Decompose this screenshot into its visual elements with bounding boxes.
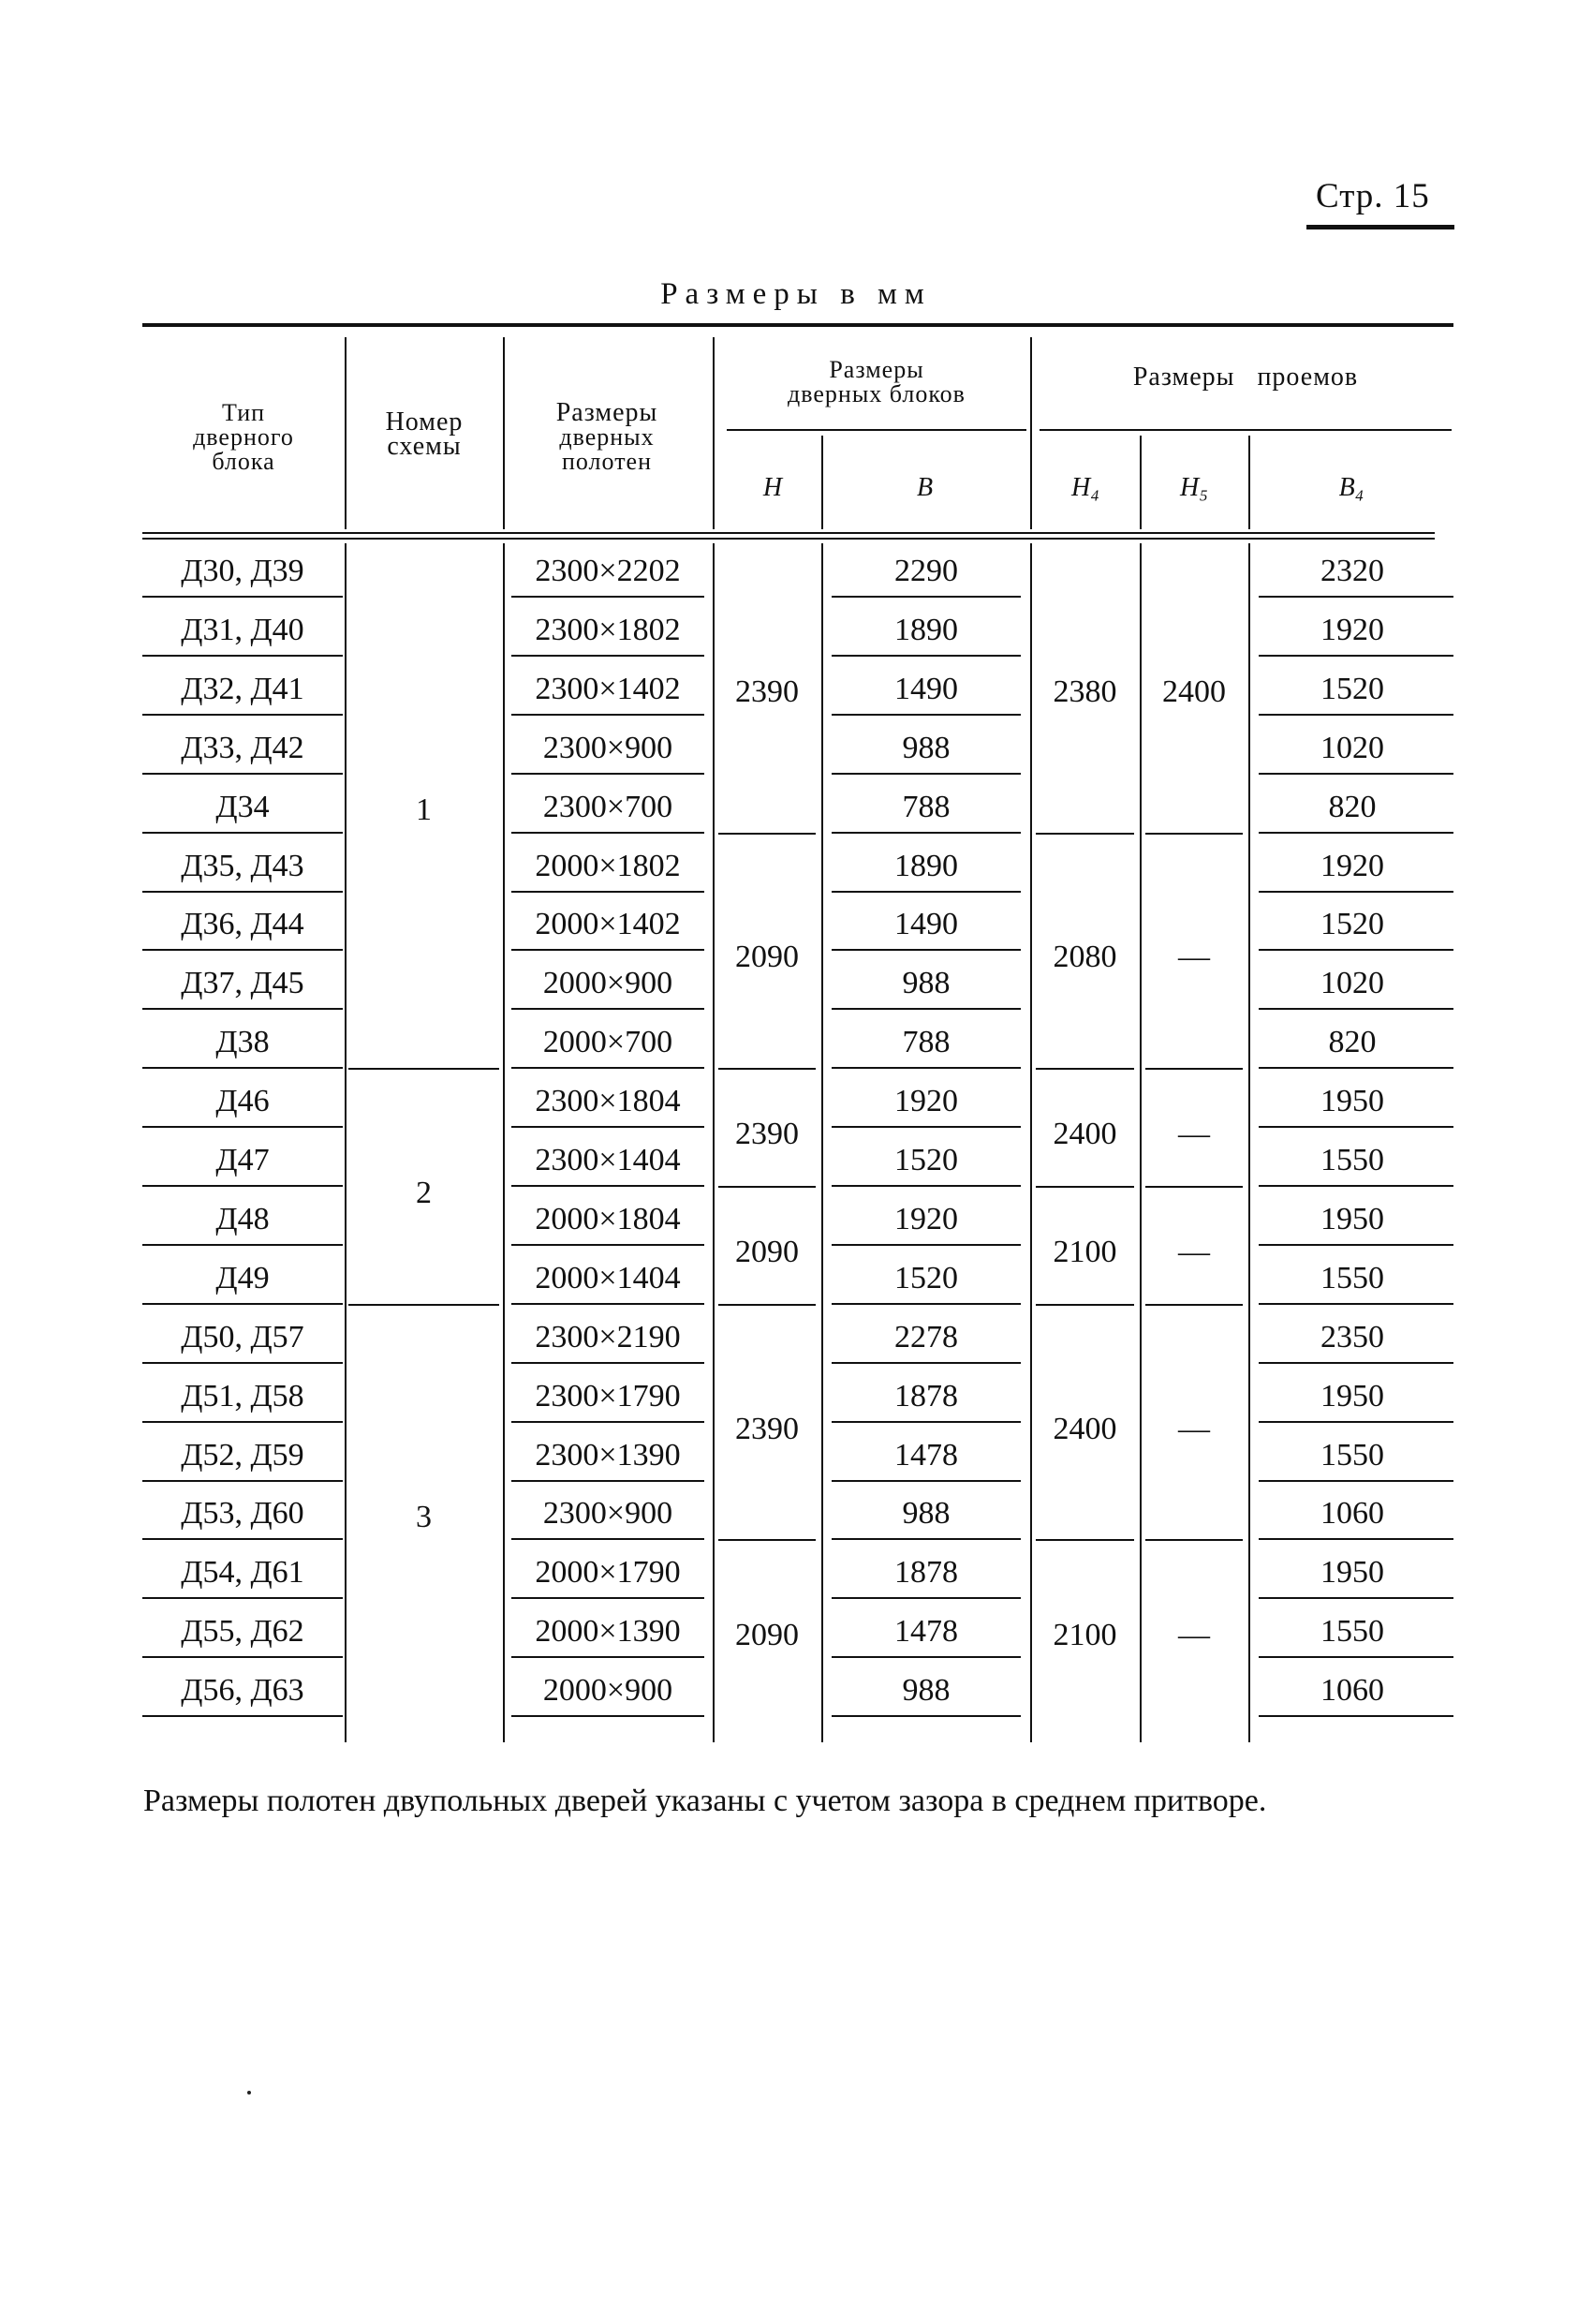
row-rule-panel xyxy=(511,1185,704,1187)
row-rule-B4 xyxy=(1259,773,1453,775)
row-rule-B xyxy=(832,949,1021,951)
group-rule-H xyxy=(718,833,816,835)
opening-width-cell: 1020 xyxy=(1320,730,1384,765)
panel-cell: 2300×2202 xyxy=(535,554,681,588)
opening-height-5-cell: — xyxy=(1178,1411,1210,1446)
block-width-cell: 2290 xyxy=(894,554,958,588)
type-cell: Д51, Д58 xyxy=(181,1378,304,1414)
row-rule-B4 xyxy=(1259,1126,1453,1128)
panel-cell: 2000×1404 xyxy=(535,1260,681,1295)
row-rule-B xyxy=(832,1362,1021,1364)
opening-width-cell: 1060 xyxy=(1320,1673,1384,1709)
row-rule-panel xyxy=(511,1715,704,1717)
page-number: Стр. 15 xyxy=(1316,177,1430,215)
block-width-cell: 988 xyxy=(902,1673,951,1709)
page-number-rule xyxy=(1306,225,1454,229)
opening-width-cell: 1550 xyxy=(1320,1260,1384,1295)
table-top-rule xyxy=(142,323,1453,327)
opening-width-cell: 1020 xyxy=(1320,966,1384,1001)
row-rule-B4 xyxy=(1259,1538,1453,1540)
col-divider-4 xyxy=(821,436,823,529)
block-width-cell: 1520 xyxy=(894,1260,958,1295)
block-height-cell: 2390 xyxy=(735,674,799,710)
block-height-cell: 2090 xyxy=(735,940,799,975)
type-cell: Д55, Д62 xyxy=(181,1614,304,1650)
panel-cell: 2300×900 xyxy=(542,730,673,765)
row-rule-type xyxy=(142,891,343,893)
panel-cell: 2300×900 xyxy=(542,1496,673,1532)
opening-height-cell: 2400 xyxy=(1053,1411,1117,1446)
header-panels: Размеры дверных полотен xyxy=(555,398,658,475)
row-rule-panel xyxy=(511,1480,704,1482)
row-rule-type xyxy=(142,1480,343,1482)
scheme-number: 2 xyxy=(416,1175,432,1210)
row-rule-type xyxy=(142,1715,343,1717)
panel-cell: 2000×900 xyxy=(542,1673,673,1709)
group-rule-H5 xyxy=(1145,1186,1243,1188)
row-rule-panel xyxy=(511,1362,704,1364)
panel-cell: 2000×1802 xyxy=(535,848,681,883)
row-rule-type xyxy=(142,1126,343,1128)
row-rule-type xyxy=(142,1597,343,1599)
header-B: B xyxy=(916,473,934,502)
col-divider-6 xyxy=(1140,436,1142,529)
row-rule-panel xyxy=(511,1244,704,1246)
opening-width-cell: 1950 xyxy=(1320,1378,1384,1414)
type-cell: Д31, Д40 xyxy=(181,612,304,647)
block-width-cell: 1920 xyxy=(894,1084,958,1119)
type-cell: Д34 xyxy=(215,789,270,824)
block-height-cell: 2390 xyxy=(735,1117,799,1151)
block-height-cell: 2390 xyxy=(735,1411,799,1446)
row-rule-panel xyxy=(511,1067,704,1069)
row-rule-panel xyxy=(511,891,704,893)
body-divider-4 xyxy=(821,543,823,1742)
row-rule-type xyxy=(142,832,343,834)
row-rule-panel xyxy=(511,832,704,834)
opening-width-cell: 1550 xyxy=(1320,1143,1384,1177)
block-height-cell: 2090 xyxy=(735,1617,799,1652)
opening-width-cell: 1920 xyxy=(1320,612,1384,647)
opening-height-5-cell: — xyxy=(1178,1617,1210,1652)
row-rule-B4 xyxy=(1259,1303,1453,1305)
row-rule-panel xyxy=(511,714,704,716)
block-width-cell: 1890 xyxy=(894,848,958,883)
row-rule-type xyxy=(142,1244,343,1246)
row-rule-type xyxy=(142,773,343,775)
row-rule-B xyxy=(832,773,1021,775)
block-width-cell: 1890 xyxy=(894,612,958,647)
header-H4: H₄ xyxy=(1071,473,1099,502)
row-rule-B4 xyxy=(1259,596,1453,598)
group-rule-H4 xyxy=(1036,1539,1134,1541)
row-rule-B xyxy=(832,891,1021,893)
opening-width-cell: 1060 xyxy=(1320,1496,1384,1532)
type-cell: Д47 xyxy=(215,1143,270,1177)
row-rule-B xyxy=(832,1597,1021,1599)
panel-cell: 2300×700 xyxy=(542,789,673,824)
header-openings: Размеры проемов xyxy=(1132,363,1359,392)
row-rule-B4 xyxy=(1259,1597,1453,1599)
stray-dot xyxy=(247,2091,251,2095)
opening-height-5-cell: 2400 xyxy=(1162,674,1226,710)
scheme-rule xyxy=(348,1068,499,1070)
row-rule-B xyxy=(832,1126,1021,1128)
panel-cell: 2300×1404 xyxy=(535,1143,681,1177)
opening-height-cell: 2080 xyxy=(1053,940,1117,975)
header-blocks: Размеры дверных блоков xyxy=(788,356,966,407)
type-cell: Д38 xyxy=(215,1025,270,1060)
panel-cell: 2300×1790 xyxy=(535,1378,681,1414)
panel-cell: 2300×1390 xyxy=(535,1437,681,1473)
row-rule-B4 xyxy=(1259,1008,1453,1010)
block-width-cell: 788 xyxy=(902,1025,951,1060)
col-divider-2 xyxy=(503,337,505,529)
row-rule-B4 xyxy=(1259,1362,1453,1364)
block-width-cell: 1520 xyxy=(894,1143,958,1177)
block-width-cell: 1920 xyxy=(894,1201,958,1236)
opening-width-cell: 1520 xyxy=(1320,671,1384,706)
opening-height-cell: 2380 xyxy=(1053,674,1117,710)
row-rule-B4 xyxy=(1259,655,1453,657)
scheme-number: 1 xyxy=(416,792,432,828)
panel-cell: 2000×1390 xyxy=(535,1614,681,1650)
col-divider-1 xyxy=(345,337,347,529)
row-rule-B4 xyxy=(1259,1185,1453,1187)
type-cell: Д30, Д39 xyxy=(181,554,304,588)
type-cell: Д32, Д41 xyxy=(181,671,304,706)
opening-height-cell: 2100 xyxy=(1053,1617,1117,1652)
panel-cell: 2000×1790 xyxy=(535,1555,681,1591)
body-divider-2 xyxy=(503,543,505,1742)
block-width-cell: 988 xyxy=(902,730,951,765)
opening-width-cell: 1550 xyxy=(1320,1437,1384,1473)
row-rule-panel xyxy=(511,773,704,775)
block-width-cell: 1490 xyxy=(894,907,958,942)
type-cell: Д35, Д43 xyxy=(181,848,304,883)
row-rule-panel xyxy=(511,1126,704,1128)
scheme-rule xyxy=(348,1304,499,1306)
type-cell: Д33, Д42 xyxy=(181,730,304,765)
opening-width-cell: 820 xyxy=(1328,789,1377,824)
opening-height-5-cell: — xyxy=(1178,940,1210,975)
row-rule-B xyxy=(832,1480,1021,1482)
row-rule-B4 xyxy=(1259,949,1453,951)
row-rule-B4 xyxy=(1259,832,1453,834)
block-width-cell: 1478 xyxy=(894,1437,958,1473)
row-rule-panel xyxy=(511,1421,704,1423)
type-cell: Д37, Д45 xyxy=(181,966,304,1001)
type-cell: Д48 xyxy=(215,1201,270,1236)
group-rule-H4 xyxy=(1036,1186,1134,1188)
body-divider-1 xyxy=(345,543,347,1742)
block-width-cell: 988 xyxy=(902,1496,951,1532)
row-rule-type xyxy=(142,949,343,951)
opening-width-cell: 1950 xyxy=(1320,1555,1384,1591)
opening-width-cell: 820 xyxy=(1328,1025,1377,1060)
panel-cell: 2300×1402 xyxy=(535,671,681,706)
block-width-cell: 988 xyxy=(902,966,951,1001)
row-rule-B4 xyxy=(1259,1421,1453,1423)
type-cell: Д46 xyxy=(215,1084,270,1119)
row-rule-panel xyxy=(511,596,704,598)
opening-width-cell: 1550 xyxy=(1320,1614,1384,1650)
row-rule-type xyxy=(142,1421,343,1423)
opening-width-cell: 1920 xyxy=(1320,848,1384,883)
col-divider-3 xyxy=(713,337,715,529)
row-rule-type xyxy=(142,655,343,657)
row-rule-B xyxy=(832,1538,1021,1540)
row-rule-panel xyxy=(511,1008,704,1010)
scheme-number: 3 xyxy=(416,1499,432,1534)
panel-cell: 2300×2190 xyxy=(535,1319,681,1354)
row-rule-type xyxy=(142,596,343,598)
opening-width-cell: 2320 xyxy=(1320,554,1384,588)
row-rule-type xyxy=(142,714,343,716)
block-height-cell: 2090 xyxy=(735,1234,799,1269)
block-width-cell: 1490 xyxy=(894,671,958,706)
header-bottom-rule-2 xyxy=(142,538,1435,540)
row-rule-B xyxy=(832,1185,1021,1187)
group-rule-H5 xyxy=(1145,1539,1243,1541)
row-rule-type xyxy=(142,1362,343,1364)
header-H: H xyxy=(762,473,783,502)
header-type: Тип дверного блока xyxy=(193,399,294,475)
body-divider-7 xyxy=(1248,543,1250,1742)
row-rule-B4 xyxy=(1259,1480,1453,1482)
block-width-cell: 1878 xyxy=(894,1378,958,1414)
row-rule-B4 xyxy=(1259,1067,1453,1069)
panel-cell: 2000×900 xyxy=(542,966,673,1001)
group-rule-H4 xyxy=(1036,1304,1134,1306)
row-rule-type xyxy=(142,1303,343,1305)
header-B4: B₄ xyxy=(1338,473,1364,502)
block-width-cell: 788 xyxy=(902,789,951,824)
group-rule-H5 xyxy=(1145,1068,1243,1070)
row-rule-panel xyxy=(511,949,704,951)
type-cell: Д52, Д59 xyxy=(181,1437,304,1473)
type-cell: Д49 xyxy=(215,1260,270,1295)
row-rule-B xyxy=(832,1303,1021,1305)
row-rule-B xyxy=(832,596,1021,598)
opening-height-cell: 2400 xyxy=(1053,1117,1117,1151)
row-rule-B4 xyxy=(1259,1656,1453,1658)
row-rule-type xyxy=(142,1067,343,1069)
row-rule-panel xyxy=(511,1597,704,1599)
openings-header-rule xyxy=(1040,429,1452,431)
row-rule-B xyxy=(832,714,1021,716)
row-rule-B4 xyxy=(1259,1244,1453,1246)
row-rule-B xyxy=(832,1244,1021,1246)
row-rule-B xyxy=(832,655,1021,657)
row-rule-B xyxy=(832,1067,1021,1069)
group-rule-H xyxy=(718,1539,816,1541)
group-rule-H xyxy=(718,1304,816,1306)
row-rule-B xyxy=(832,1715,1021,1717)
row-rule-type xyxy=(142,1185,343,1187)
block-width-cell: 1478 xyxy=(894,1614,958,1650)
row-rule-B4 xyxy=(1259,714,1453,716)
opening-width-cell: 2350 xyxy=(1320,1319,1384,1354)
type-cell: Д36, Д44 xyxy=(181,907,304,942)
opening-width-cell: 1950 xyxy=(1320,1201,1384,1236)
row-rule-panel xyxy=(511,1538,704,1540)
group-rule-H5 xyxy=(1145,833,1243,835)
group-rule-H4 xyxy=(1036,833,1134,835)
panel-cell: 2000×700 xyxy=(542,1025,673,1060)
type-cell: Д50, Д57 xyxy=(181,1319,304,1354)
row-rule-B xyxy=(832,1008,1021,1010)
row-rule-B4 xyxy=(1259,891,1453,893)
type-cell: Д53, Д60 xyxy=(181,1496,304,1532)
type-cell: Д56, Д63 xyxy=(181,1673,304,1709)
row-rule-panel xyxy=(511,1656,704,1658)
row-rule-B xyxy=(832,1421,1021,1423)
row-rule-type xyxy=(142,1538,343,1540)
header-bottom-rule xyxy=(142,532,1435,534)
header-scheme: Номер схемы xyxy=(385,407,464,461)
row-rule-B xyxy=(832,1656,1021,1658)
header-H5: H₅ xyxy=(1180,473,1208,502)
opening-height-5-cell: — xyxy=(1178,1117,1210,1151)
group-rule-H xyxy=(718,1068,816,1070)
opening-width-cell: 1950 xyxy=(1320,1084,1384,1119)
panel-cell: 2300×1802 xyxy=(535,612,681,647)
group-rule-H4 xyxy=(1036,1068,1134,1070)
row-rule-panel xyxy=(511,655,704,657)
opening-width-cell: 1520 xyxy=(1320,907,1384,942)
row-rule-panel xyxy=(511,1303,704,1305)
units-caption: Размеры в мм xyxy=(660,277,932,311)
col-divider-7 xyxy=(1248,436,1250,529)
opening-height-cell: 2100 xyxy=(1053,1234,1117,1269)
col-divider-5 xyxy=(1030,337,1032,529)
row-rule-B xyxy=(832,832,1021,834)
type-cell: Д54, Д61 xyxy=(181,1555,304,1591)
panel-cell: 2000×1402 xyxy=(535,907,681,942)
row-rule-B4 xyxy=(1259,1715,1453,1717)
row-rule-type xyxy=(142,1656,343,1658)
group-rule-H xyxy=(718,1186,816,1188)
row-rule-type xyxy=(142,1008,343,1010)
block-width-cell: 1878 xyxy=(894,1555,958,1591)
opening-height-5-cell: — xyxy=(1178,1234,1210,1269)
panel-cell: 2300×1804 xyxy=(535,1084,681,1119)
panel-cell: 2000×1804 xyxy=(535,1201,681,1236)
footnote: Размеры полотен двупольных дверей указаны с учетом зазора в среднем притворе. xyxy=(143,1784,1267,1818)
blocks-header-rule xyxy=(727,429,1026,431)
group-rule-H5 xyxy=(1145,1304,1243,1306)
block-width-cell: 2278 xyxy=(894,1319,958,1354)
